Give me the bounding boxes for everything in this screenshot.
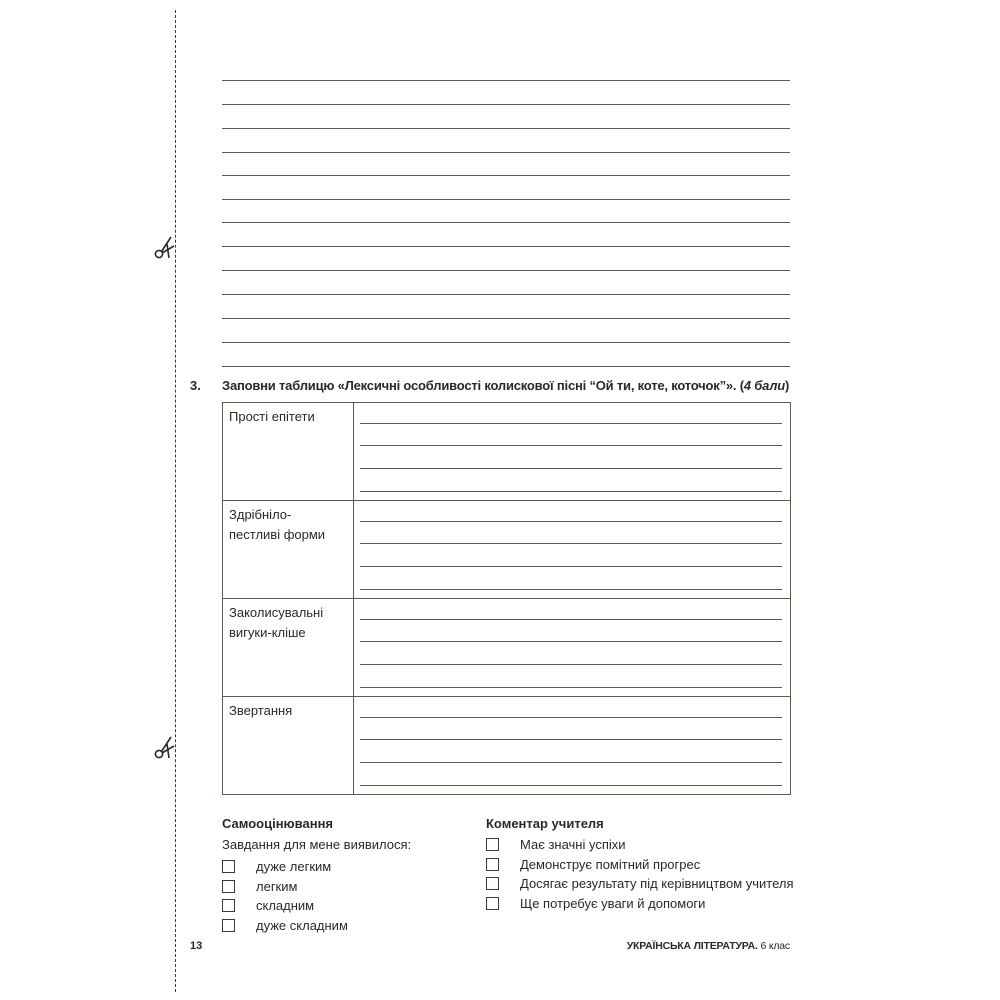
row-label-line: Здрібніло-: [229, 507, 292, 522]
writing-line[interactable]: [222, 175, 790, 176]
teacher-comment-title: Коментар учителя: [486, 816, 604, 831]
self-assessment-option[interactable]: [222, 857, 411, 877]
writing-line[interactable]: [222, 152, 790, 153]
answer-line[interactable]: [360, 468, 782, 469]
checkbox[interactable]: [486, 877, 499, 890]
page-number: 13: [190, 940, 203, 952]
answer-line[interactable]: [360, 491, 782, 492]
writing-line[interactable]: [222, 294, 790, 295]
checkbox[interactable]: [486, 897, 499, 910]
writing-line[interactable]: [222, 246, 790, 247]
footer-book-title: УКРАЇНСЬКА ЛІТЕРАТУРА. 6 клас: [626, 940, 790, 952]
question-text: Заповни таблицю «Лексичні особливості колискової пісні “Ой ти, коте, коточок”». (4 бали): [222, 378, 790, 393]
writing-line[interactable]: [222, 104, 790, 105]
writing-line[interactable]: [222, 80, 790, 81]
teacher-comment-option-label: Демонструє помітний прогрес: [520, 856, 701, 872]
row-label: [223, 697, 354, 795]
teacher-comment: [486, 816, 794, 913]
writing-line[interactable]: [222, 222, 790, 223]
writing-line[interactable]: [222, 199, 790, 200]
answer-line[interactable]: [360, 762, 782, 763]
table-row: [223, 501, 791, 599]
answer-line[interactable]: [360, 423, 782, 424]
checkbox[interactable]: [222, 919, 235, 932]
table-row: [223, 697, 791, 795]
row-label-line: Прості епітети: [229, 409, 315, 424]
answer-line[interactable]: [360, 687, 782, 688]
self-assessment-option-label: дуже легким: [256, 859, 332, 875]
writing-line[interactable]: [222, 128, 790, 129]
writing-line[interactable]: [222, 318, 790, 319]
scissors-icon: [152, 734, 178, 760]
answer-line[interactable]: [360, 566, 782, 567]
checkbox[interactable]: [486, 838, 499, 851]
writing-line[interactable]: [222, 342, 790, 343]
lexical-table: [222, 402, 791, 795]
answer-cell[interactable]: [354, 501, 791, 599]
row-label-line: пестливі форми: [229, 527, 326, 542]
answer-line[interactable]: [360, 589, 782, 590]
writing-line[interactable]: [222, 270, 790, 271]
row-label-line: вигуки-кліше: [229, 625, 306, 640]
self-assessment-option[interactable]: [222, 916, 411, 936]
answer-line[interactable]: [360, 664, 782, 665]
row-label: [223, 403, 354, 501]
cut-line: [175, 10, 176, 992]
answer-line[interactable]: [360, 445, 782, 446]
checkbox[interactable]: [222, 899, 235, 912]
self-assessment-option[interactable]: [222, 896, 411, 916]
self-assessment-option-label: складним: [256, 898, 315, 914]
teacher-comment-option[interactable]: [486, 835, 794, 855]
answer-cell[interactable]: [354, 599, 791, 697]
answer-line[interactable]: [360, 521, 782, 522]
answer-cell[interactable]: [354, 697, 791, 795]
scissors-icon: [152, 234, 178, 260]
checkbox[interactable]: [222, 860, 235, 873]
checkbox[interactable]: [222, 880, 235, 893]
row-label-line: Заколисувальні: [229, 605, 324, 620]
self-assessment: [222, 816, 411, 935]
teacher-comment-option-label: Ще потребує уваги й допомоги: [520, 895, 706, 911]
row-label: [223, 599, 354, 697]
footer-grade: 6 клас: [760, 940, 790, 952]
table-row: [223, 599, 791, 697]
writing-line[interactable]: [222, 366, 790, 367]
teacher-comment-option-label: Досягає результату під керівництвом учителя: [520, 876, 794, 892]
self-assessment-title: Самооцінювання: [222, 816, 334, 831]
teacher-comment-option[interactable]: [486, 894, 794, 914]
row-label: [223, 501, 354, 599]
teacher-comment-option[interactable]: [486, 855, 794, 875]
table-row: [223, 403, 791, 501]
answer-line[interactable]: [360, 619, 782, 620]
row-label-line: Звертання: [229, 703, 293, 718]
answer-cell[interactable]: [354, 403, 791, 501]
answer-line[interactable]: [360, 785, 782, 786]
answer-line[interactable]: [360, 717, 782, 718]
question-number: 3.: [190, 378, 201, 393]
self-assessment-option-label: дуже складним: [256, 917, 348, 933]
self-assessment-option[interactable]: [222, 877, 411, 897]
self-assessment-option-label: легким: [256, 878, 298, 894]
answer-line[interactable]: [360, 641, 782, 642]
question-points: 4 бали: [743, 378, 785, 393]
answer-line[interactable]: [360, 739, 782, 740]
self-assessment-subtitle: Завдання для мене виявилося:: [222, 837, 412, 852]
teacher-comment-option-label: Має значні успіхи: [520, 837, 626, 853]
teacher-comment-option[interactable]: [486, 874, 794, 894]
checkbox[interactable]: [486, 858, 499, 871]
answer-line[interactable]: [360, 543, 782, 544]
